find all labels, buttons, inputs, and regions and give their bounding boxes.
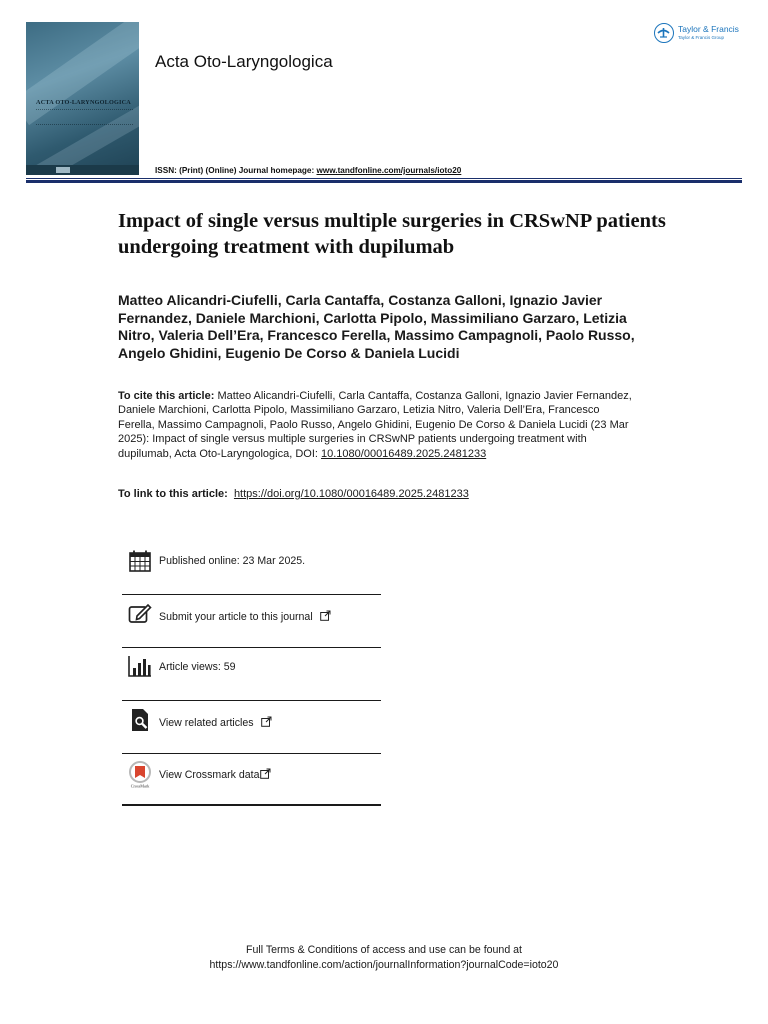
external-link-icon: [320, 610, 331, 621]
article-views-label: Article views: 59: [159, 661, 236, 673]
terms-line: Full Terms & Conditions of access and use can be found at: [246, 944, 522, 956]
published-online-label: Published online: 23 Mar 2025.: [159, 555, 306, 567]
issn-label: ISSN: (Print) (Online) Journal homepage:: [155, 166, 315, 175]
crossmark-logo-text: CrossMark: [130, 783, 150, 789]
info-divider: [122, 700, 381, 701]
edit-icon: [128, 602, 152, 626]
publisher-group: Taylor & Francis Group: [678, 35, 725, 40]
cover-footer-bar: [26, 165, 139, 175]
cover-mini-logo: [56, 167, 70, 173]
crossmark-link[interactable]: [159, 768, 271, 781]
issn-line: [155, 166, 461, 175]
publisher-logo[interactable]: [654, 22, 746, 46]
cite-text: Matteo Alicandri-Ciufelli, Carla Cantaffa, Costanza Galloni, Ignazio Javier Fernandez, Daniele Marchioni, Carlotta Pipolo, Massimiliano Garzaro, Letizia Nitro, Valeria Dell’Era, Francesco Ferella, Massimo Campagnoli, Paolo Russo, Angelo Ghidini, Eugenio De Corso & Daniela Lucidi (23 Mar 2025): Impact of single versus multiple surgeries in CRSwNP patients undergoing treatment with dupilumab, Acta Oto-Laryngologica, DOI:: [118, 390, 632, 460]
terms-footer: [0, 943, 768, 972]
journal-cover-image: [26, 22, 139, 175]
related-articles-label: View related articles: [159, 717, 254, 729]
info-divider: [122, 594, 381, 595]
external-link-icon: [261, 716, 272, 727]
document-search-icon: [128, 708, 152, 732]
header-rule: [26, 180, 742, 183]
journal-homepage-link[interactable]: www.tandfonline.com/journals/ioto20: [316, 166, 462, 175]
calendar-icon: [128, 549, 152, 573]
cover-title: ACTA OTO-LARYNGOLOGICA: [36, 99, 131, 106]
crossmark-label: View Crossmark data: [159, 769, 260, 781]
journal-title: Acta Oto-Laryngologica: [155, 52, 333, 71]
submit-article-link[interactable]: [159, 610, 331, 623]
cite-doi-link[interactable]: 10.1080/00016489.2025.2481233: [321, 447, 487, 460]
publisher-logo-icon: [654, 23, 674, 43]
article-title: Impact of single versus multiple surgeries in CRSwNP patients undergoing treatment with dupilumab: [118, 210, 666, 258]
crossmark-icon: [128, 761, 152, 789]
publisher-name: Taylor & Francis: [678, 24, 739, 34]
submit-article-label: Submit your article to this journal: [159, 611, 313, 623]
link-label: To link to this article:: [118, 488, 228, 500]
terms-url[interactable]: https://www.tandfonline.com/action/journalInformation?journalCode=ioto20: [209, 958, 559, 971]
link-to-article: [118, 488, 469, 500]
info-divider: [122, 753, 381, 754]
article-authors: Matteo Alicandri-Ciufelli, Carla Cantaffa, Costanza Galloni, Ignazio Javier Fernandez, Daniele Marchioni, Carlotta Pipolo, Massimiliano Garzaro, Letizia Nitro, Valeria Dell’Era, Francesco Ferella, Massimo Campagnoli, Paolo Russo, Angelo Ghidini, Eugenio De Corso & Daniela Lucidi: [118, 292, 635, 361]
citation-block: [118, 389, 638, 461]
related-articles-link[interactable]: [159, 716, 272, 729]
article-doi-link[interactable]: https://doi.org/10.1080/00016489.2025.2481233: [233, 488, 469, 500]
cite-label: To cite this article:: [118, 390, 215, 402]
cover-subtitle-block: [36, 109, 133, 125]
info-divider: [122, 804, 381, 806]
header-rule: [26, 178, 742, 179]
info-divider: [122, 647, 381, 648]
bar-chart-icon: [128, 655, 152, 679]
external-link-icon: [260, 768, 271, 779]
